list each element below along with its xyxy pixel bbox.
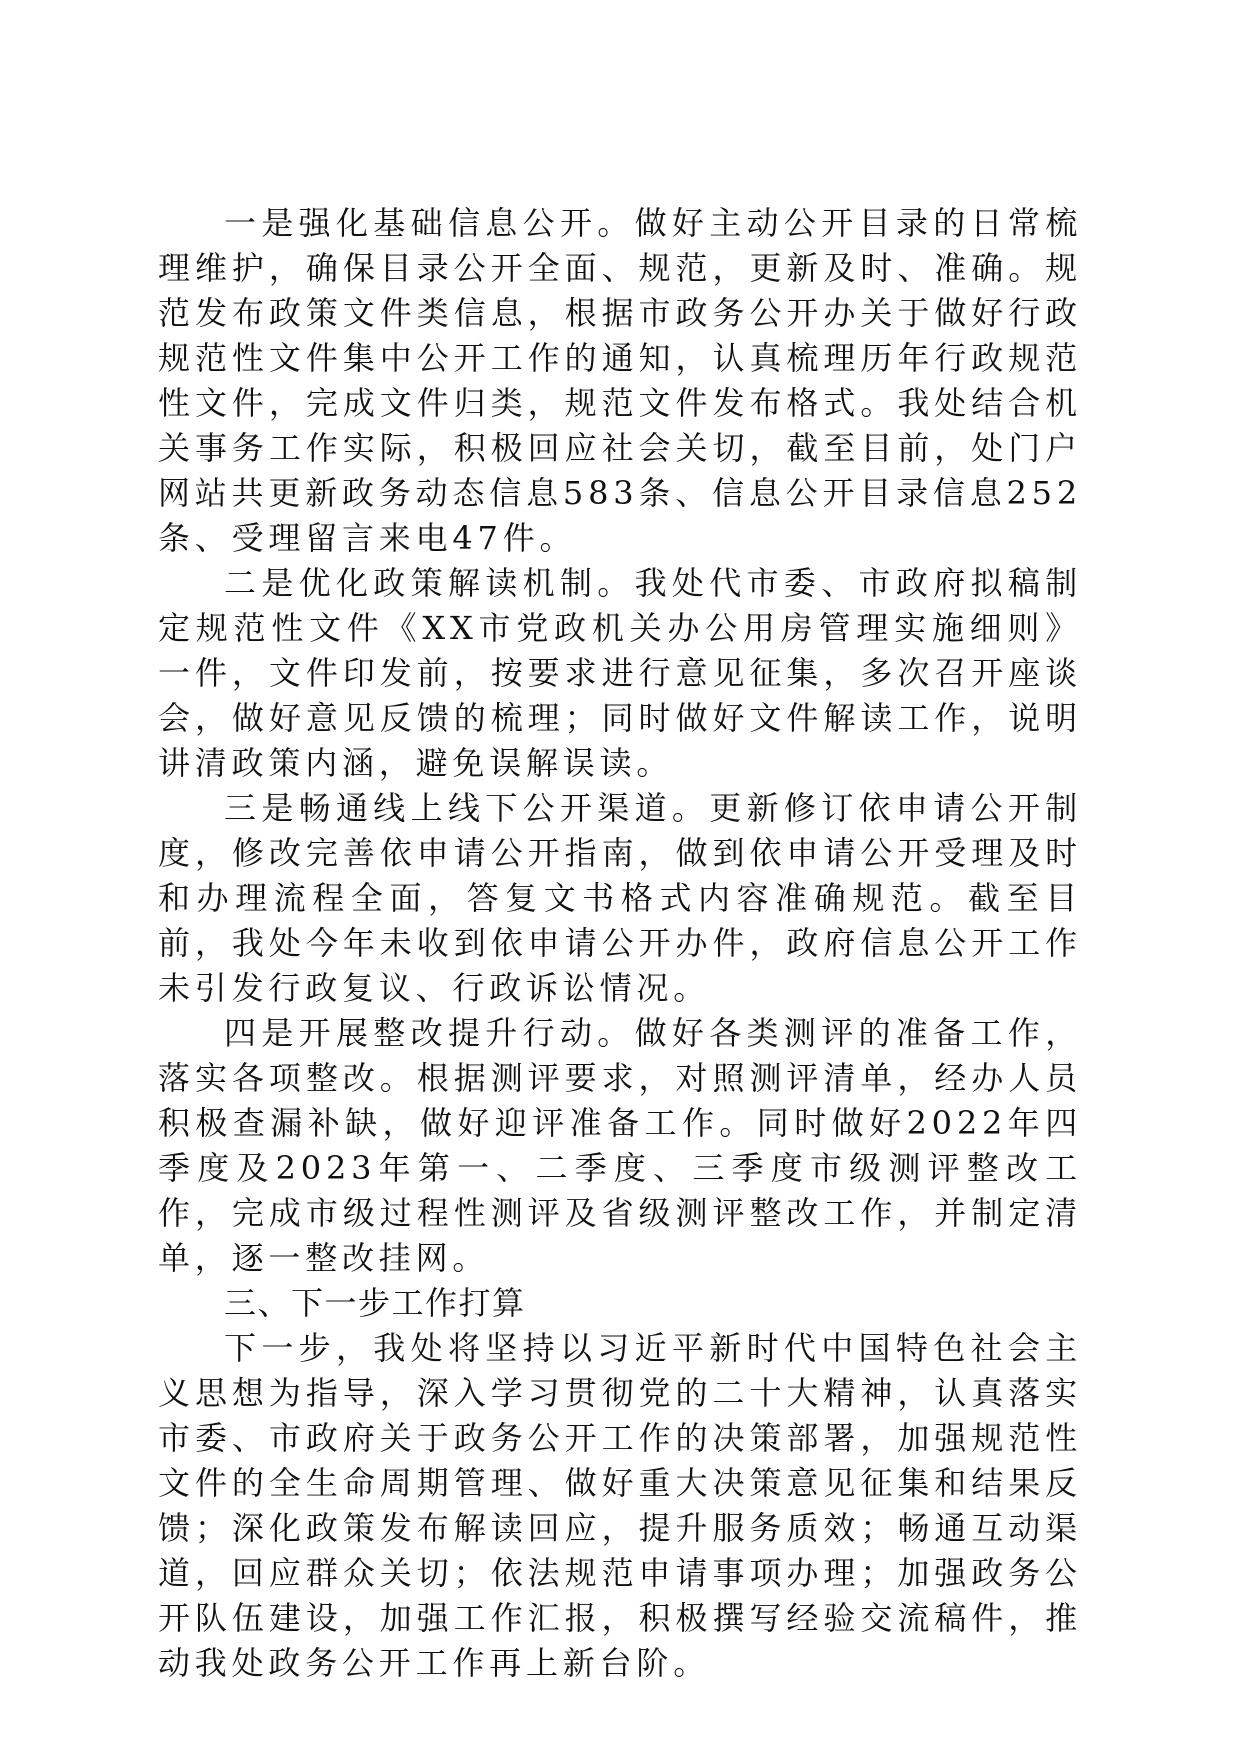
paragraph-next-steps: 下一步，我处将坚持以习近平新时代中国特色社会主义思想为指导，深入学习贯彻党的二十大精神，认真落实市委、市政府关于政务公开工作的决策部署，加强规范性文件的全生命周期管理、做好重大决策意见征集和结果反馈；深化政策发布解读回应，提升服务质效；畅通互动渠道，回应群众关切；依法规范申请事项办理；加强政务公开队伍建设，加强工作汇报，积极撰写经验交流稿件，推动我处政务公开工作再上新台阶。 <box>158 1329 1082 1682</box>
paragraph-policy-interpretation: 二是优化政策解读机制。我处代市委、市政府拟稿制定规范性文件《XX市党政机关办公用房管理实施细则》一件，文件印发前，按要求进行意见征集，多次召开座谈会，做好意见反馈的梳理；同时做好文件解读工作，说明讲清政策内涵，避免误解误读。 <box>158 564 1082 782</box>
section-heading-next-steps: 三、下一步工作打算 <box>224 1284 526 1322</box>
paragraph-basic-info-disclosure: 一是强化基础信息公开。做好主动公开目录的日常梳理维护，确保目录公开全面、规范，更新及时、准确。规范发布政策文件类信息，根据市政务公开办关于做好行政规范性文件集中公开工作的通知，认真梳理历年行政规范性文件，完成文件归类，规范文件发布格式。我处结合机关事务工作实际，积极回应社会关切，截至目前，处门户网站共更新政务动态信息583条、信息公开目录信息252条、受理留言来电47件。 <box>158 204 1082 557</box>
paragraph-disclosure-channels: 三是畅通线上线下公开渠道。更新修订依申请公开制度，修改完善依申请公开指南，做到依申请公开受理及时和办理流程全面，答复文书格式内容准确规范。截至目前，我处今年未收到依申请公开办件，政府信息公开工作未引发行政复议、行政诉讼情况。 <box>158 789 1082 1007</box>
paragraph-rectification-actions: 四是开展整改提升行动。做好各类测评的准备工作，落实各项整改。根据测评要求，对照测评清单，经办人员积极查漏补缺，做好迎评准备工作。同时做好2022年四季度及2023年第一、二季度、三季度市级测评整改工作，完成市级过程性测评及省级测评整改工作，并制定清单，逐一整改挂网。 <box>158 1014 1082 1277</box>
document-body <box>158 201 1082 1686</box>
